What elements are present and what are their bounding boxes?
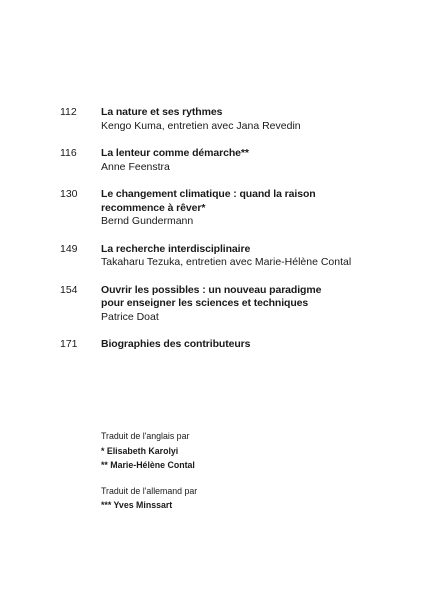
page-number: 154 [60,283,78,296]
toc-title: Ouvrir les possibles : un nouveau paradigme pour enseigner les sciences et techniques [101,283,322,309]
toc-entry [60,106,400,133]
credit-group-english [101,429,197,473]
toc-entry-body [101,106,400,133]
translator-name: ** Marie-Hélène Contal [101,460,195,470]
toc-entry-body [101,338,400,352]
page-number: 171 [60,338,78,350]
page-number: 112 [60,106,77,118]
page-number: 149 [60,242,78,255]
toc-author: Anne Feenstra [101,160,170,173]
toc-entry-body [101,188,400,229]
toc-title: Le changement climatique : quand la raison recommence à rêver* [101,188,316,214]
toc-entry-body [101,243,400,270]
toc-title: La recherche interdisciplinaire [101,242,251,255]
table-of-contents [60,106,400,366]
toc-author: Kengo Kuma, entretien avec Jana Revedin [101,119,301,132]
toc-entry [60,284,400,325]
translation-credits [101,429,197,524]
toc-entry-body [101,284,400,325]
toc-entry-body [101,147,400,174]
toc-entry [60,147,400,174]
translator-name: * Elisabeth Karolyi [101,445,179,456]
toc-entry [60,338,400,352]
page-number: 130 [60,188,78,200]
page-number: 116 [60,147,77,159]
toc-entry [60,188,400,229]
toc-title: La lenteur comme démarche** [101,147,249,159]
credit-group-german [101,484,197,513]
toc-author: Bernd Gundermann [101,215,194,227]
toc-author: Takaharu Tezuka, entretien avec Marie-Hélène Contal [101,256,352,268]
credit-intro: Traduit de l'anglais par [101,431,190,441]
translator-name: *** Yves Minssart [101,500,173,510]
toc-entry [60,243,400,270]
toc-author: Patrice Doat [101,310,159,323]
toc-title: Biographies des contributeurs [101,338,251,350]
toc-title: La nature et ses rythmes [101,106,223,118]
credit-intro: Traduit de l'allemand par [101,485,198,496]
